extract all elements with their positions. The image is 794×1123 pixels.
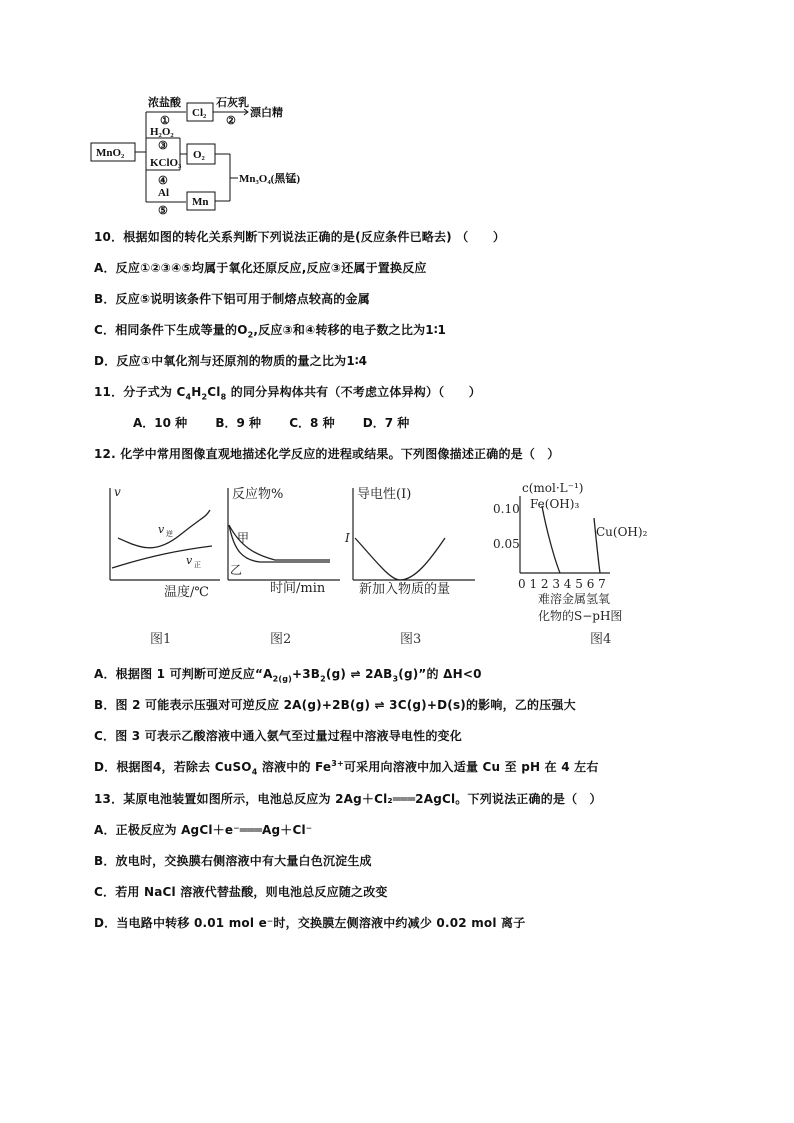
q13-option-a: A．正极反应为 AgCl＋e⁻═══Ag＋Cl⁻ — [94, 823, 313, 837]
q11-stem: 11．分子式为 $C_4H_2Cl_8$ 的同分异构体共有（不考虑立体异构）（ ） — [94, 385, 481, 402]
fig1-curve2-label: v — [186, 554, 193, 567]
q11-option-b: B．9 种 — [215, 416, 262, 430]
figure-4-plot — [490, 478, 665, 628]
q12-option-b: B．图 2 可能表示压强对可逆反应 2A(g)+2B(g) ⇌ 3C(g)+D(s)的影响，乙的压强大 — [94, 698, 576, 712]
q11-option-a: A．10 种 — [133, 416, 188, 430]
figure-1-plot — [100, 480, 225, 600]
q13-stem: 13．某原电池装置如图所示，电池总反应为 2Ag＋Cl₂═══2AgCl。下列说法正确的是（ ） — [94, 792, 602, 806]
bleach-label: 漂白精 — [250, 107, 283, 119]
figure-4 — [490, 478, 665, 632]
fig4-tick-010: 0.10 — [493, 502, 520, 516]
fig1-curve1-label: v — [158, 523, 165, 536]
fig4-tick-005: 0.05 — [493, 537, 520, 551]
reagent-hcl: 浓盐酸 — [148, 97, 181, 109]
reagent-lime: 石灰乳 — [216, 97, 249, 109]
figure-3 — [345, 480, 485, 604]
fig3-y-mark: I — [345, 531, 350, 545]
q12-option-c: C．图 3 可表示乙酸溶液中通入氨气至过量过程中溶液导电性的变化 — [94, 729, 462, 743]
q13-option-d: D．当电路中转移 0.01 mol e⁻时，交换膜左侧溶液中约减少 0.02 mol 离子 — [94, 916, 526, 930]
q13-option-b: B．放电时，交换膜右侧溶液中有大量白色沉淀生成 — [94, 854, 372, 868]
fig4-subtitle-2: 化物的S−pH图 — [538, 609, 623, 623]
fig3-y-label: 导电性(I) — [357, 487, 412, 502]
reagent-kclo3: KClO₃ — [150, 157, 182, 169]
fig2-caption: 图2 — [270, 632, 292, 647]
q11-option-d: D．7 种 — [362, 416, 410, 430]
q10-option-d: D．反应①中氧化剂与还原剂的物质的量之比为1∶4 — [94, 354, 368, 368]
step-3: ③ — [158, 140, 168, 152]
mn-label: Mn — [192, 196, 209, 208]
fig1-x-label: 温度/℃ — [164, 585, 209, 600]
figure-1 — [100, 480, 225, 604]
step-5: ⑤ — [158, 205, 168, 217]
fig3-x-label: 新加入物质的量 — [359, 582, 451, 597]
figure-3-plot — [345, 480, 485, 600]
q11-option-c: C．8 种 — [289, 416, 335, 430]
step-2: ② — [226, 115, 236, 127]
q10-option-b: B．反应⑤说明该条件下铝可用于制熔点较高的金属 — [94, 292, 370, 306]
q13-option-c: C．若用 NaCl 溶液代替盐酸，则电池总反应随之改变 — [94, 885, 388, 899]
figure-2-plot — [220, 480, 345, 600]
q12-option-d: D．根据图4，若除去 CuSO$_4$ 溶液中的 $Fe^{3+}$可采用向溶液中加入适量 Cu 至 pH 在 4 左右 — [94, 759, 599, 777]
q12-option-a: A．根据图 1 可判断可逆反应“$A_{2(g)}+3B_2(g)$ ⇌ $2AB_3(g)$”的 ΔH<0 — [94, 667, 482, 684]
reagent-h2o2: H₂O₂ — [150, 126, 174, 138]
fig1-caption: 图1 — [150, 632, 172, 647]
fig1-curve1-sub: 逆 — [166, 530, 173, 538]
fig2-x-label: 时间/min — [270, 581, 326, 596]
mno2-label: MnO₂ — [96, 147, 125, 159]
fig2-curve2-label: 乙 — [230, 563, 243, 577]
fig3-caption: 图3 — [400, 632, 422, 647]
fig4-series1-label: Fe(OH)₃ — [530, 497, 580, 511]
fig4-series2-label: Cu(OH)₂ — [596, 525, 648, 539]
fig1-curve2-sub: 正 — [194, 561, 201, 569]
q10-stem: 10．根据如图的转化关系判断下列说法正确的是(反应条件已略去) （ ） — [94, 230, 506, 244]
cl2-label: Cl₂ — [192, 107, 207, 119]
fig4-subtitle-1: 难溶金属氢氧 — [538, 592, 611, 606]
reagent-al: Al — [158, 187, 169, 199]
step-1: ① — [160, 115, 170, 127]
o2-label: O₂ — [193, 149, 205, 161]
fig2-curve1-label: 甲 — [237, 531, 250, 545]
q12-stem: 12. 化学中常用图像直观地描述化学反应的进程或结果。下列图像描述正确的是（ ） — [94, 447, 560, 461]
fig4-y-label: c(mol·L⁻¹) — [522, 481, 584, 495]
step-4: ④ — [158, 175, 168, 187]
reaction-scheme — [88, 92, 348, 217]
fig4-x-ticks: 0 1 2 3 4 5 6 7 — [518, 577, 606, 591]
fig1-y-label: v — [114, 485, 121, 499]
fig4-caption: 图4 — [590, 632, 612, 647]
mn3o4-label: Mn₃O₄(黑锰) — [239, 173, 300, 185]
fig2-y-label: 反应物% — [232, 487, 284, 502]
figure-2 — [220, 480, 345, 604]
q10-option-a: A．反应①②③④⑤均属于氧化还原反应,反应③还属于置换反应 — [94, 261, 427, 275]
q10-option-c: C．相同条件下生成等量的$O_2$,反应③和④转移的电子数之比为1∶1 — [94, 323, 447, 340]
scheme-diagram — [88, 92, 348, 217]
q11-options — [133, 414, 433, 431]
